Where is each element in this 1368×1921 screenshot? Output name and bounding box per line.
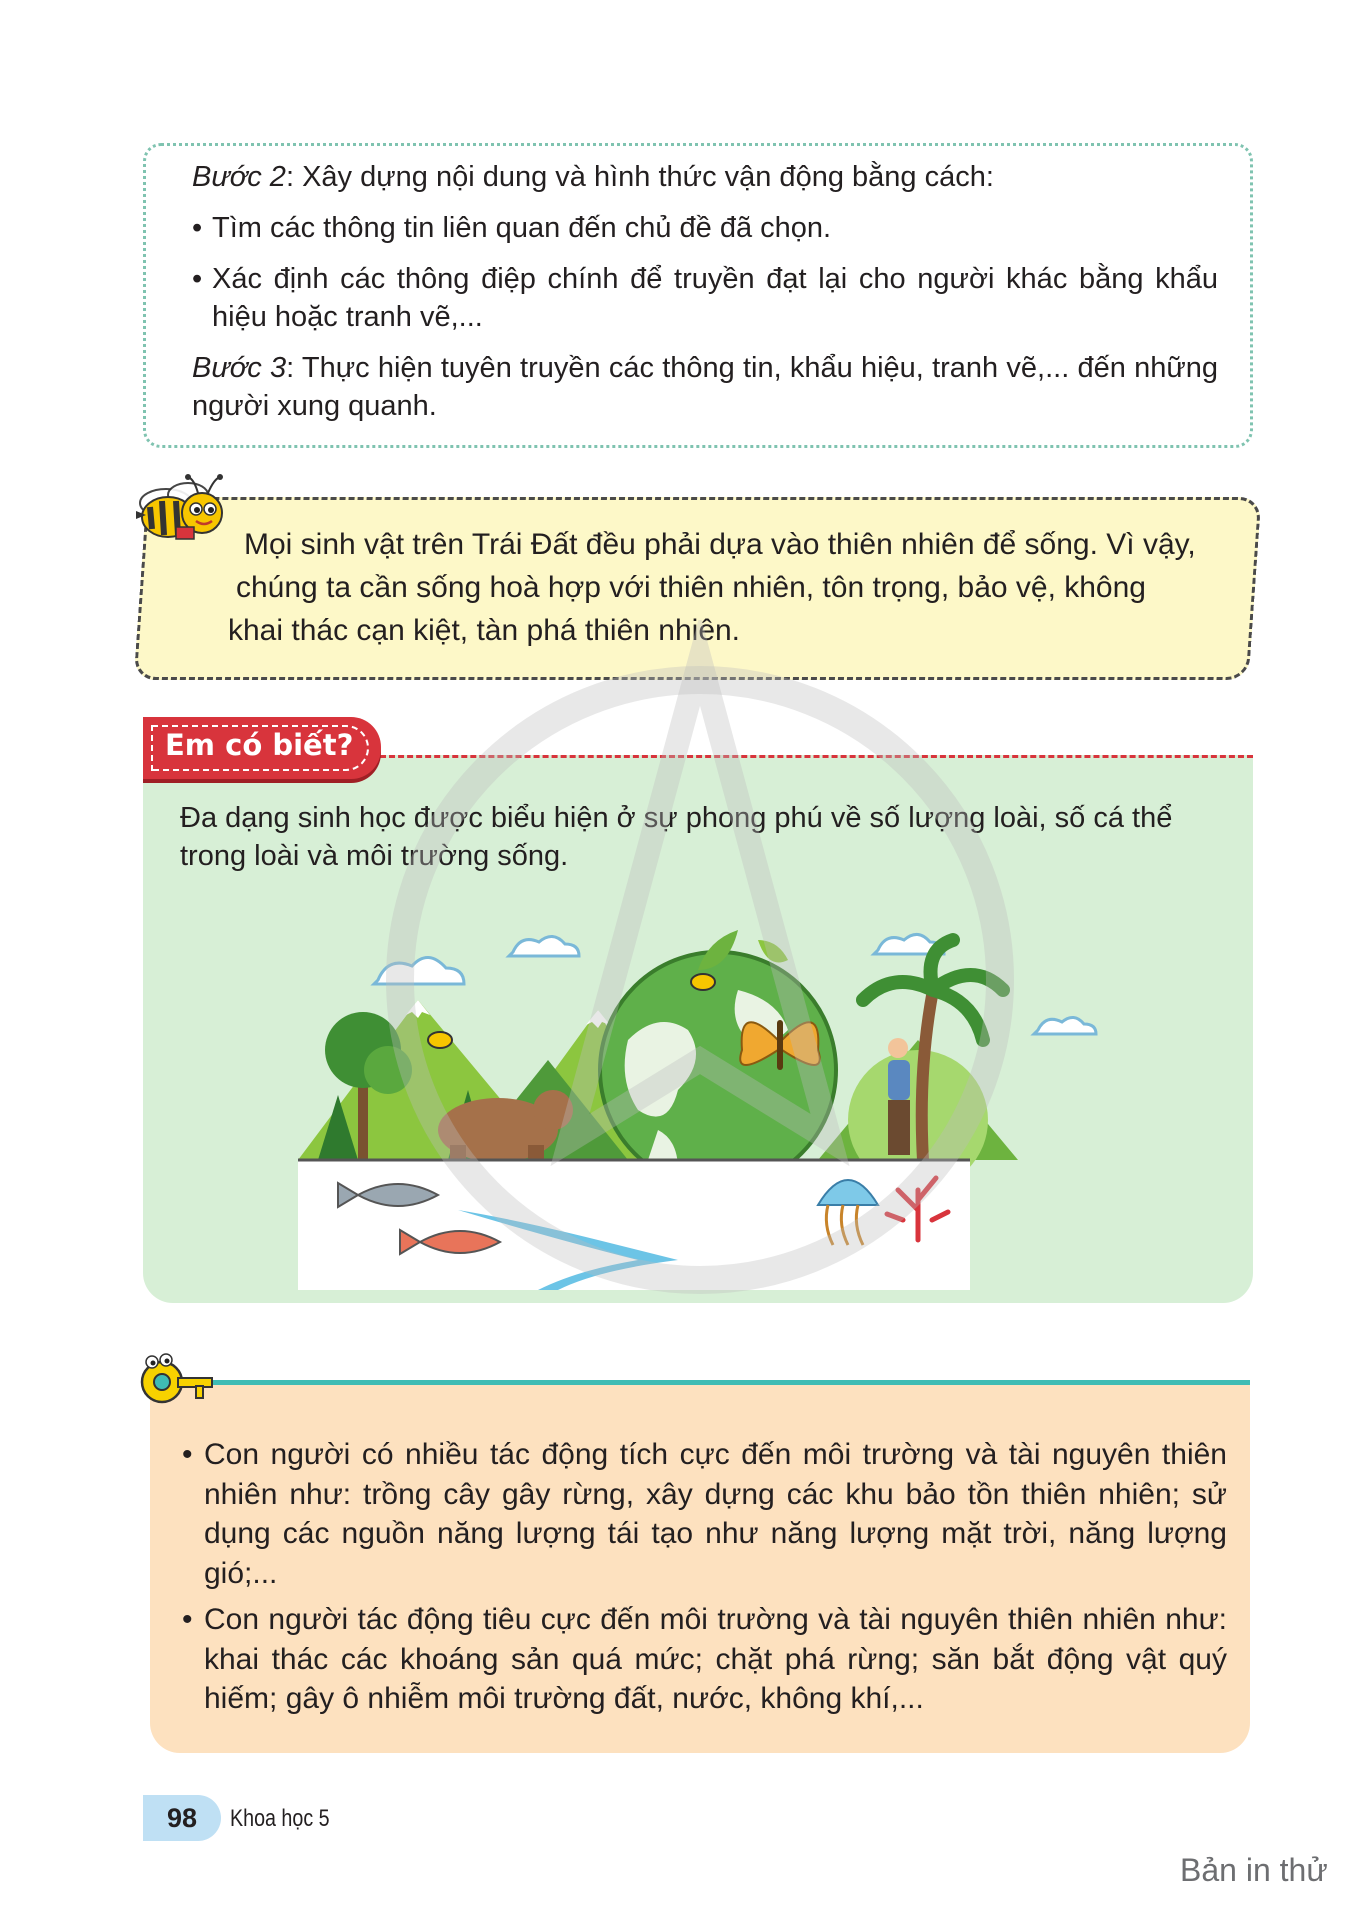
- butterfly-icon: [740, 1020, 820, 1070]
- note-line-3: khai thác cạn kiệt, tàn phá thiên nhiên.: [228, 614, 741, 647]
- step2-paragraph: [192, 158, 1218, 196]
- summary-top-line: [150, 1380, 1250, 1385]
- summary-bullet-2-text: Con người tác động tiêu cực đến môi trường và tài nguyên thiên nhiên như: khai thác các khoáng sản quá mức; chặt phá rừng; săn bắt động vật quý hiếm; gây ô nhiễm môi trường đất, nước, không khí,...: [204, 1603, 1227, 1715]
- did-you-know-label: Em có biết?: [165, 728, 354, 762]
- page-number: 98: [143, 1795, 221, 1841]
- summary-bullet-1: [182, 1435, 1227, 1593]
- print-proof-mark: Bản in thử: [1180, 1852, 1328, 1888]
- bee-mascot-icon: [128, 455, 238, 555]
- did-you-know-divider: [380, 755, 1253, 758]
- did-you-know-tag: [143, 717, 381, 779]
- note-section: [128, 455, 1268, 685]
- summary-text: [182, 1435, 1227, 1726]
- step2-bullet-2: [192, 260, 1218, 336]
- step2-bullet-2-text: Xác định các thông điệp chính để truyền đạt lại cho người khác bằng khẩu hiệu hoặc tranh vẽ,...: [212, 263, 1218, 333]
- step3-paragraph: [192, 349, 1218, 425]
- step2-text: : Xây dựng nội dung và hình thức vận động bằng cách:: [285, 161, 994, 193]
- key-mascot-icon: [138, 1348, 218, 1428]
- note-line-1: Mọi sinh vật trên Trái Đất đều phải dựa vào thiên nhiên để sống. Vì vậy,: [244, 528, 1196, 561]
- bullet-dot: •: [192, 212, 203, 244]
- step2-label: Bước 2: [192, 161, 286, 193]
- step3-label: Bước 3: [192, 352, 287, 384]
- book-title: Khoa học 5: [230, 1805, 330, 1832]
- summary-bullet-2: [182, 1600, 1227, 1719]
- biodiversity-illustration: [298, 920, 1123, 1290]
- bullet-dot: •: [182, 1603, 193, 1636]
- did-you-know-text: Đa dạng sinh học được biểu hiện ở sự phong phú về số lượng loài, số cá thể trong loài và môi trường sống.: [180, 802, 1173, 872]
- step2-bullet-1-text: Tìm các thông tin liên quan đến chủ đề đã chọn.: [212, 212, 832, 244]
- summary-bullet-1-text: Con người có nhiều tác động tích cực đến môi trường và tài nguyên thiên nhiên như: trồng cây gây rừng, xây dựng các khu bảo tồn thiên nhiên; sử dụng các nguồn năng lượng tái tạo như năng lượng mặt trời, năng lượng gió;...: [204, 1438, 1227, 1590]
- note-text: [228, 523, 1238, 652]
- bullet-dot: •: [182, 1438, 193, 1471]
- note-line-2: chúng ta cần sống hoà hợp với thiên nhiên, tôn trọng, bảo vệ, không: [236, 571, 1146, 604]
- steps-box: [143, 143, 1253, 448]
- step2-bullet-1: [192, 209, 1218, 247]
- step3-text: : Thực hiện tuyên truyền các thông tin, khẩu hiệu, tranh vẽ,... đến những người xung quanh.: [192, 352, 1218, 422]
- bullet-dot: •: [192, 263, 203, 295]
